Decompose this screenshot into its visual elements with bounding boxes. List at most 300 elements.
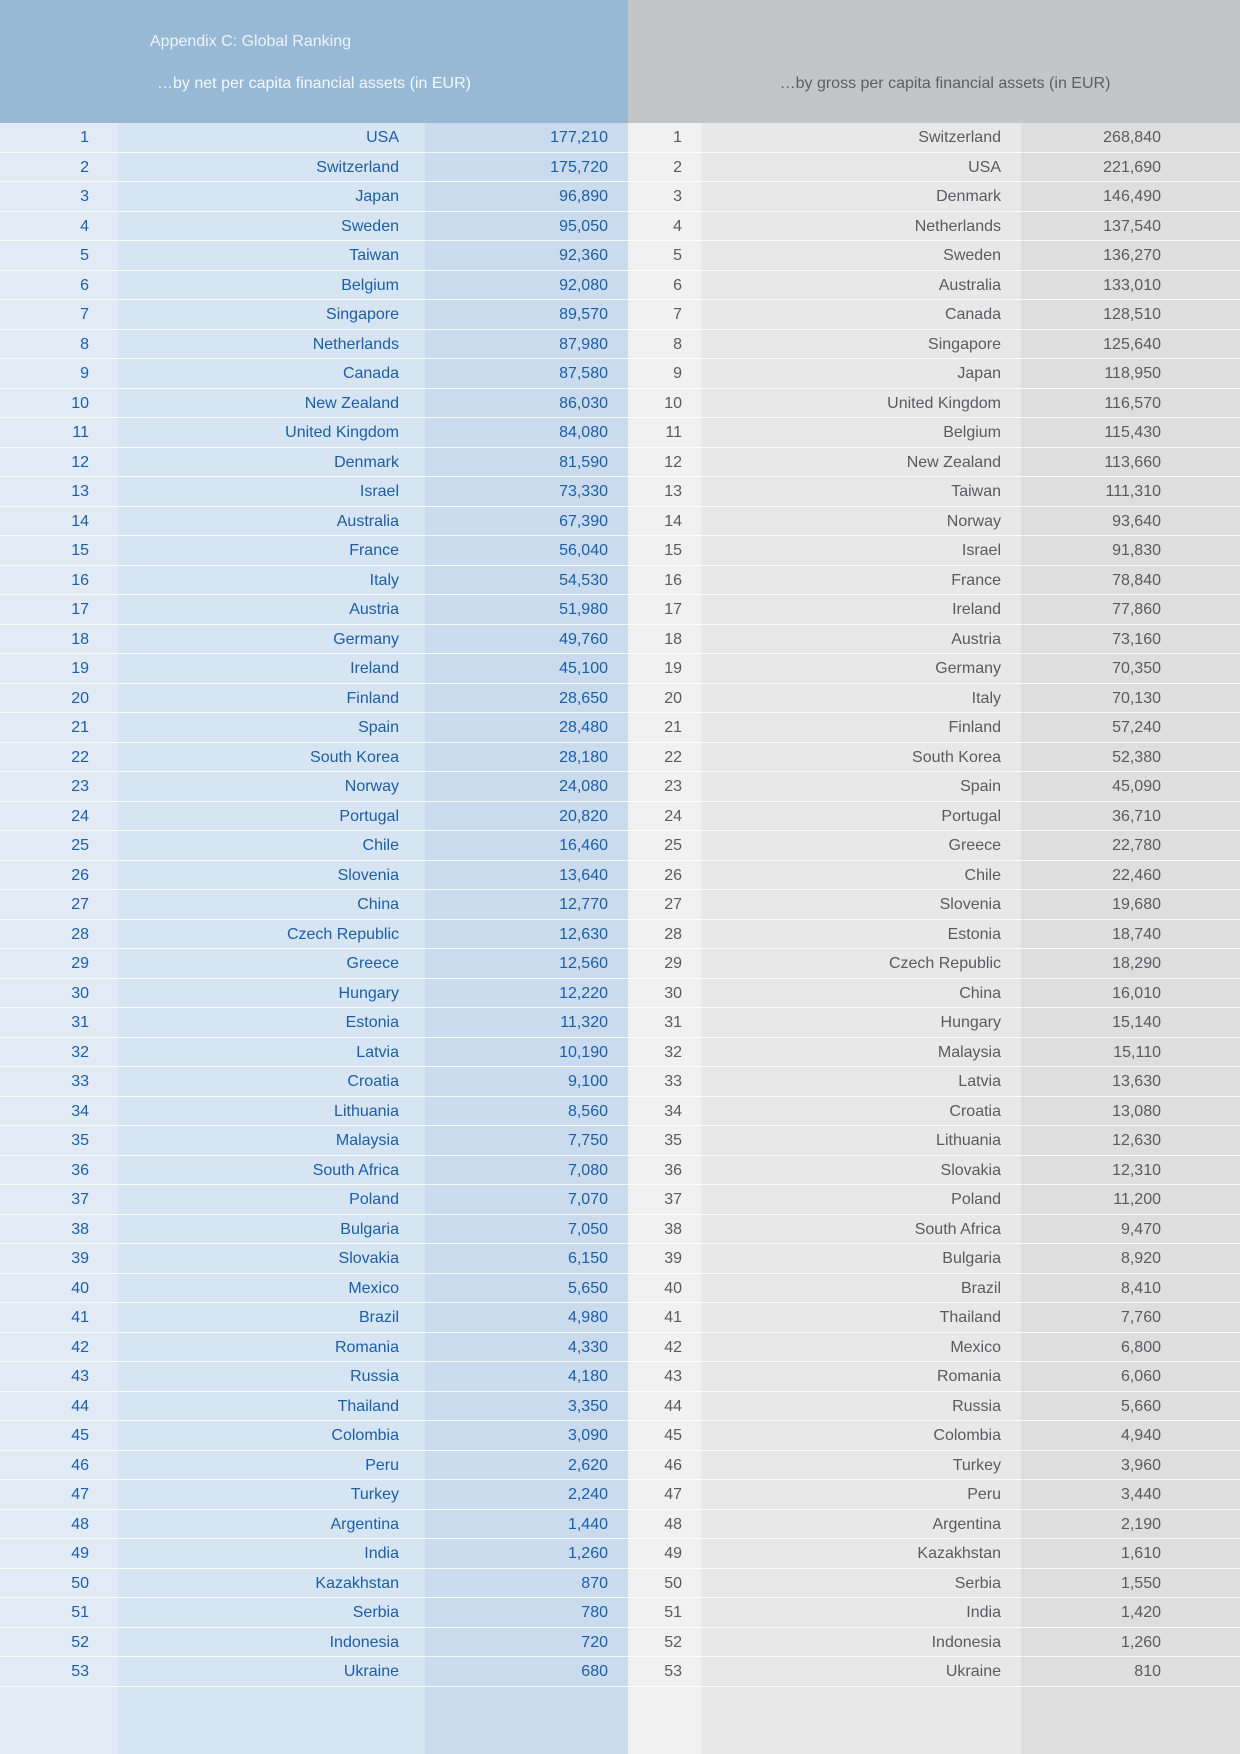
gross-rank: 51	[664, 1604, 682, 1621]
net-rank: 12	[71, 453, 89, 471]
gross-value: 13,080	[1112, 1102, 1161, 1120]
gross-country: Austria	[951, 630, 1001, 648]
net-country: Kazakhstan	[315, 1574, 399, 1592]
gross-rank: 6	[673, 276, 682, 294]
net-country: Poland	[349, 1191, 399, 1208]
gross-country: South Korea	[912, 748, 1001, 766]
table-row	[0, 1067, 1240, 1097]
table-row	[0, 1303, 1240, 1333]
net-rank: 32	[71, 1043, 89, 1061]
gross-country: Germany	[935, 660, 1001, 677]
net-country: Switzerland	[316, 158, 399, 176]
net-value: 84,080	[559, 424, 608, 441]
net-value: 5,650	[567, 1279, 608, 1297]
gross-value: 146,490	[1103, 188, 1161, 205]
gross-value: 18,290	[1112, 955, 1161, 972]
net-rank: 18	[71, 630, 89, 648]
gross-rank: 25	[664, 837, 682, 854]
net-country: Canada	[342, 365, 399, 382]
net-country: Slovenia	[337, 866, 399, 884]
net-rank: 3	[80, 188, 89, 205]
net-country: Germany	[333, 630, 399, 648]
table-row	[0, 300, 1240, 330]
gross-rank: 13	[664, 483, 682, 500]
gross-country: Romania	[936, 1368, 1001, 1385]
net-country: Peru	[365, 1456, 399, 1474]
gross-value: 36,710	[1112, 807, 1161, 825]
table-row	[0, 507, 1240, 537]
table-row	[0, 890, 1240, 920]
gross-value: 3,440	[1120, 1486, 1161, 1503]
net-country: Taiwan	[349, 247, 399, 264]
table-row	[0, 1274, 1240, 1304]
net-value: 24,080	[559, 778, 608, 795]
gross-country: Taiwan	[951, 483, 1001, 500]
table-row	[0, 1333, 1240, 1363]
net-rank: 23	[71, 778, 89, 795]
gross-value: 115,430	[1104, 424, 1161, 441]
gross-country: Sweden	[943, 247, 1001, 264]
gross-country: Portugal	[941, 807, 1001, 825]
net-country: Italy	[369, 571, 399, 589]
gross-rank: 29	[664, 955, 682, 972]
gross-country: Kazakhstan	[917, 1545, 1001, 1562]
gross-rank: 18	[664, 630, 682, 648]
net-value: 73,330	[559, 483, 608, 500]
gross-country: Israel	[961, 542, 1001, 559]
gross-country: Singapore	[928, 335, 1001, 353]
net-value: 780	[581, 1604, 608, 1621]
net-value: 4,980	[567, 1309, 608, 1326]
table-row	[0, 1628, 1240, 1658]
gross-rank: 19	[664, 660, 682, 677]
net-country: Japan	[355, 188, 399, 205]
net-rank: 6	[80, 276, 89, 294]
net-value: 92,360	[559, 247, 608, 264]
gross-value: 70,350	[1112, 660, 1161, 677]
gross-rank: 28	[664, 925, 682, 943]
net-value: 4,180	[567, 1368, 608, 1385]
table-row	[0, 831, 1240, 861]
gross-country: South Africa	[914, 1220, 1001, 1238]
net-rank: 45	[71, 1427, 89, 1444]
gross-value: 9,470	[1120, 1220, 1161, 1238]
net-rank: 46	[71, 1456, 89, 1474]
net-rank: 17	[71, 601, 89, 618]
table-row	[0, 861, 1240, 891]
net-country: Estonia	[345, 1014, 399, 1031]
gross-value: 3,960	[1120, 1456, 1161, 1474]
net-value: 86,030	[559, 394, 608, 412]
table-row	[0, 1657, 1240, 1687]
table-row	[0, 1569, 1240, 1599]
net-rank: 10	[71, 394, 89, 412]
net-country: Netherlands	[312, 335, 399, 353]
gross-column-caption: …by gross per capita financial assets (in EUR)	[779, 75, 1111, 92]
gross-value: 268,840	[1103, 129, 1161, 146]
gross-rank: 23	[664, 778, 682, 795]
table-row	[0, 713, 1240, 743]
gross-country: Greece	[948, 837, 1001, 854]
table-row	[0, 536, 1240, 566]
net-value: 1,260	[567, 1545, 608, 1562]
gross-country: Czech Republic	[888, 955, 1001, 972]
net-value: 3,090	[567, 1427, 608, 1444]
table-row	[0, 1215, 1240, 1245]
gross-value: 111,310	[1105, 483, 1161, 500]
table-row	[0, 1480, 1240, 1510]
net-country: Lithuania	[334, 1102, 399, 1120]
gross-country: Mexico	[950, 1338, 1001, 1356]
net-country: South Africa	[312, 1161, 399, 1179]
gross-value: 8,920	[1120, 1250, 1161, 1267]
gross-country: Lithuania	[936, 1132, 1001, 1149]
gross-rank: 3	[673, 188, 682, 205]
net-value: 49,760	[559, 630, 608, 648]
gross-value: 93,640	[1112, 512, 1161, 530]
net-rank: 16	[71, 571, 89, 589]
net-country: New Zealand	[304, 394, 399, 412]
gross-country: Chile	[964, 866, 1001, 884]
net-country: China	[357, 896, 399, 913]
gross-country: France	[951, 571, 1001, 589]
gross-country: New Zealand	[906, 453, 1001, 471]
gross-value: 52,380	[1112, 748, 1161, 766]
net-country: India	[364, 1545, 399, 1562]
gross-rank: 20	[664, 689, 682, 707]
table-row	[0, 595, 1240, 625]
net-rank: 27	[71, 896, 89, 913]
gross-country: Bulgaria	[942, 1250, 1001, 1267]
net-value: 45,100	[559, 660, 608, 677]
table-row	[0, 625, 1240, 655]
gross-value: 91,830	[1112, 542, 1161, 559]
net-country: Russia	[350, 1368, 399, 1385]
gross-country: Denmark	[936, 188, 1001, 205]
gross-value: 77,860	[1112, 601, 1161, 618]
net-value: 12,560	[559, 955, 608, 972]
table-row	[0, 1392, 1240, 1422]
net-value: 56,040	[559, 542, 608, 559]
net-rank: 53	[71, 1663, 89, 1680]
table-row	[0, 477, 1240, 507]
gross-country: India	[966, 1604, 1001, 1621]
net-value: 2,620	[567, 1456, 608, 1474]
net-value: 54,530	[559, 571, 608, 589]
gross-value: 6,800	[1120, 1338, 1161, 1356]
net-value: 28,480	[559, 719, 608, 736]
gross-rank: 33	[664, 1073, 682, 1090]
gross-value: 18,740	[1112, 925, 1161, 943]
table-row	[0, 1185, 1240, 1215]
gross-rank: 21	[664, 719, 682, 736]
table-row	[0, 1362, 1240, 1392]
gross-value: 1,610	[1120, 1545, 1161, 1562]
net-value: 7,750	[567, 1132, 608, 1149]
gross-value: 57,240	[1112, 719, 1161, 736]
gross-rank: 12	[664, 453, 682, 471]
net-rank: 38	[71, 1220, 89, 1238]
appendix-title: Appendix C: Global Ranking	[150, 33, 352, 50]
net-country: France	[349, 542, 399, 559]
gross-country: Japan	[957, 365, 1001, 382]
net-country: Singapore	[326, 306, 399, 323]
gross-rank: 22	[664, 748, 682, 766]
net-rank: 5	[80, 247, 89, 264]
net-country: Brazil	[358, 1309, 399, 1326]
net-value: 16,460	[559, 837, 608, 854]
net-country: Israel	[359, 483, 399, 500]
net-rank: 49	[71, 1545, 89, 1562]
net-value: 9,100	[567, 1073, 608, 1090]
header-net-panel	[0, 0, 628, 123]
gross-value: 78,840	[1112, 571, 1161, 589]
net-country: Serbia	[352, 1604, 399, 1621]
net-country: Portugal	[339, 807, 399, 825]
net-country: Austria	[349, 601, 399, 618]
net-value: 870	[581, 1574, 608, 1592]
net-rank: 20	[71, 689, 89, 707]
gross-country: Switzerland	[918, 129, 1001, 146]
net-country: Ukraine	[343, 1663, 399, 1680]
gross-rank: 14	[664, 512, 682, 530]
net-rank: 14	[71, 512, 89, 530]
gross-country: China	[959, 984, 1001, 1002]
gross-value: 1,420	[1120, 1604, 1161, 1621]
net-value: 175,720	[550, 158, 608, 176]
table-row	[0, 654, 1240, 684]
net-value: 89,570	[559, 306, 608, 323]
gross-rank: 48	[664, 1515, 682, 1533]
net-value: 680	[581, 1663, 608, 1680]
net-country: United Kingdom	[285, 424, 399, 441]
gross-country: Finland	[948, 719, 1001, 736]
net-country: Denmark	[334, 453, 399, 471]
net-rank: 11	[72, 424, 89, 441]
gross-country: Peru	[967, 1486, 1001, 1503]
gross-country: Hungary	[940, 1014, 1001, 1031]
gross-value: 11,200	[1113, 1191, 1161, 1208]
net-rank: 2	[80, 158, 89, 176]
net-country: Bulgaria	[340, 1220, 399, 1238]
gross-value: 221,690	[1103, 158, 1161, 176]
net-value: 12,770	[559, 896, 608, 913]
net-rank: 41	[71, 1309, 89, 1326]
gross-value: 15,140	[1112, 1014, 1161, 1031]
gross-value: 13,630	[1112, 1073, 1161, 1090]
gross-value: 12,310	[1112, 1161, 1161, 1179]
gross-value: 1,260	[1120, 1633, 1161, 1651]
net-value: 7,070	[567, 1191, 608, 1208]
gross-value: 8,410	[1120, 1279, 1161, 1297]
gross-country: Russia	[952, 1397, 1001, 1415]
net-rank: 50	[71, 1574, 89, 1592]
gross-country: Australia	[938, 276, 1001, 294]
gross-rank: 46	[664, 1456, 682, 1474]
net-rank: 40	[71, 1279, 89, 1297]
gross-value: 16,010	[1112, 984, 1161, 1002]
gross-value: 128,510	[1103, 306, 1161, 323]
net-rank: 13	[71, 483, 89, 500]
table-row	[0, 1126, 1240, 1156]
table-row	[0, 418, 1240, 448]
table-row	[0, 684, 1240, 714]
net-country: Australia	[336, 512, 399, 530]
gross-rank: 43	[664, 1368, 682, 1385]
net-rank: 33	[71, 1073, 89, 1090]
gross-value: 116,570	[1104, 394, 1161, 412]
net-rank: 26	[71, 866, 89, 884]
gross-rank: 39	[664, 1250, 682, 1267]
net-country: Czech Republic	[286, 925, 399, 943]
gross-country: Netherlands	[914, 217, 1001, 235]
gross-value: 45,090	[1112, 778, 1161, 795]
table-row	[0, 566, 1240, 596]
net-country: Indonesia	[329, 1633, 399, 1651]
net-rank: 34	[71, 1102, 89, 1120]
gross-country: Serbia	[954, 1574, 1001, 1592]
gross-country: Indonesia	[931, 1633, 1001, 1651]
gross-value: 136,270	[1103, 247, 1161, 264]
gross-country: Canada	[944, 306, 1001, 323]
gross-value: 22,780	[1112, 837, 1161, 854]
net-country: Colombia	[331, 1427, 399, 1444]
gross-rank: 49	[664, 1545, 682, 1562]
table-row	[0, 1598, 1240, 1628]
net-column-caption: …by net per capita financial assets (in EUR)	[157, 75, 471, 92]
net-rank: 51	[71, 1604, 89, 1621]
gross-value: 118,950	[1104, 365, 1161, 382]
gross-country: Slovenia	[939, 896, 1001, 913]
gross-value: 810	[1134, 1663, 1161, 1680]
net-country: USA	[366, 129, 399, 146]
table-row	[0, 1008, 1240, 1038]
net-value: 12,220	[559, 984, 608, 1002]
table-row	[0, 389, 1240, 419]
table-row	[0, 1510, 1240, 1540]
net-rank: 47	[71, 1486, 89, 1503]
table-row	[0, 153, 1240, 183]
table-row	[0, 979, 1240, 1009]
gross-value: 70,130	[1112, 689, 1161, 707]
gross-country: Latvia	[958, 1073, 1001, 1090]
gross-country: Norway	[946, 512, 1001, 530]
gross-rank: 47	[664, 1486, 682, 1503]
gross-rank: 10	[664, 394, 682, 412]
gross-value: 137,540	[1103, 217, 1161, 235]
gross-country: Turkey	[952, 1456, 1001, 1474]
gross-rank: 37	[664, 1191, 682, 1208]
gross-rank: 15	[664, 542, 682, 559]
net-country: Slovakia	[338, 1250, 399, 1267]
net-value: 67,390	[559, 512, 608, 530]
net-country: Spain	[358, 719, 399, 736]
net-country: Latvia	[356, 1043, 399, 1061]
net-rank: 8	[80, 335, 89, 353]
net-rank: 25	[71, 837, 89, 854]
net-country: Turkey	[350, 1486, 399, 1503]
gross-value: 19,680	[1112, 896, 1161, 913]
gross-country: Brazil	[960, 1279, 1001, 1297]
net-country: Hungary	[338, 984, 399, 1002]
net-rank: 9	[80, 365, 89, 382]
gross-country: USA	[968, 158, 1001, 176]
net-country: Ireland	[350, 660, 399, 677]
net-value: 7,050	[567, 1220, 608, 1238]
net-country: Romania	[334, 1338, 399, 1356]
gross-rank: 53	[664, 1663, 682, 1680]
table-row	[0, 1038, 1240, 1068]
gross-value: 125,640	[1103, 335, 1161, 353]
net-value: 6,150	[567, 1250, 608, 1267]
gross-country: Ireland	[952, 601, 1001, 618]
gross-value: 6,060	[1120, 1368, 1161, 1385]
gross-rank: 24	[664, 807, 682, 825]
gross-rank: 40	[664, 1279, 682, 1297]
net-rank: 52	[71, 1633, 89, 1651]
gross-value: 4,940	[1120, 1427, 1161, 1444]
gross-rank: 7	[673, 306, 682, 323]
gross-country: Ukraine	[945, 1663, 1001, 1680]
gross-rank: 2	[673, 158, 682, 176]
net-value: 81,590	[559, 453, 608, 471]
net-value: 13,640	[559, 866, 608, 884]
net-rank: 24	[71, 807, 89, 825]
table-row	[0, 1451, 1240, 1481]
table-row	[0, 330, 1240, 360]
gross-rank: 32	[664, 1043, 682, 1061]
table-row	[0, 212, 1240, 242]
gross-value: 2,190	[1120, 1515, 1161, 1533]
gross-rank: 17	[664, 601, 682, 618]
net-value: 51,980	[559, 601, 608, 618]
net-rank: 44	[71, 1397, 89, 1415]
table-row	[0, 271, 1240, 301]
gross-country: Argentina	[932, 1515, 1001, 1533]
gross-rank: 31	[664, 1014, 682, 1031]
gross-value: 15,110	[1113, 1043, 1161, 1061]
gross-value: 5,660	[1120, 1397, 1161, 1415]
net-country: Belgium	[341, 276, 399, 294]
net-value: 87,980	[559, 335, 608, 353]
table-row	[0, 1421, 1240, 1451]
net-country: Mexico	[348, 1279, 399, 1297]
gross-rank: 34	[664, 1102, 682, 1120]
net-rank: 15	[71, 542, 89, 559]
net-rank: 39	[71, 1250, 89, 1267]
gross-rank: 30	[664, 984, 682, 1002]
table-row	[0, 949, 1240, 979]
net-rank: 28	[71, 925, 89, 943]
table-row	[0, 448, 1240, 478]
table-row	[0, 241, 1240, 271]
gross-rank: 8	[673, 335, 682, 353]
net-country: Sweden	[341, 217, 399, 235]
gross-rank: 44	[664, 1397, 682, 1415]
gross-rank: 5	[673, 247, 682, 264]
gross-rank: 35	[664, 1132, 682, 1149]
net-rank: 29	[71, 955, 89, 972]
net-rank: 30	[71, 984, 89, 1002]
net-value: 2,240	[567, 1486, 608, 1503]
net-value: 87,580	[559, 365, 608, 382]
table-row	[0, 772, 1240, 802]
gross-rank: 1	[673, 129, 682, 146]
table-row	[0, 920, 1240, 950]
gross-rank: 45	[664, 1427, 682, 1444]
gross-value: 133,010	[1103, 276, 1161, 294]
net-country: Greece	[346, 955, 399, 972]
